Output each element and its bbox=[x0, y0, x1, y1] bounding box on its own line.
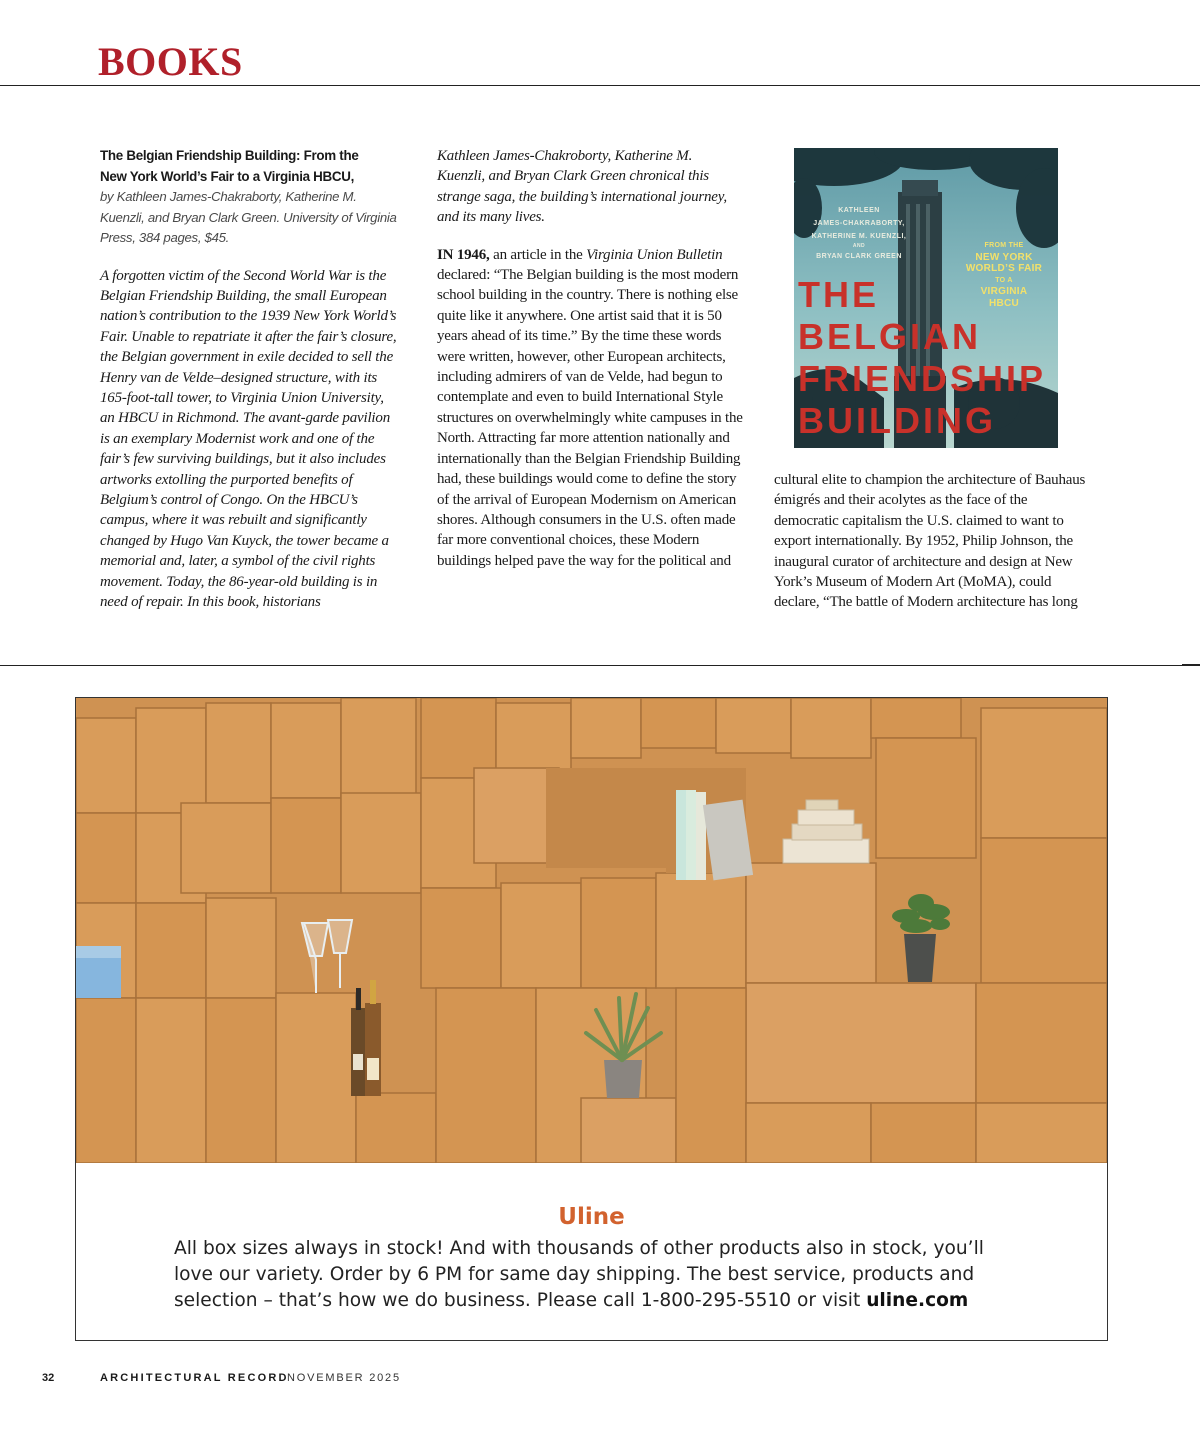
header-divider bbox=[0, 85, 1200, 86]
article-divider bbox=[0, 665, 1200, 666]
body-paragraph bbox=[437, 245, 743, 572]
divider-tick bbox=[1182, 664, 1200, 666]
body-text: declared: “The Belgian building is the most modern school building in the country. There is nothing else quite like it anywhere. One artist said that it is 50 years ahead of its time.” By the time these words were written, however, other European architects, including admirers of van de Velde, had begun to contemplate and even to build International Style structures on overwhelmingly white campuses in the North. Attracting far more attention nationally and internationally than the Belgian Friendship Building had, these buildings would come to define the story of the arrival of European Modernism on American shores. Although consumers in the U.S. often made far more conventional choices, these Modern buildings helped pave the way for the political and bbox=[437, 267, 743, 569]
article-column-2 bbox=[437, 146, 743, 571]
book-credit: by Kathleen James-Chakraborty, Katherine M. Kuenzli, and Bryan Clark Green. University of Virginia Press, 384 pages, $45. bbox=[100, 189, 397, 245]
advertisement[interactable] bbox=[75, 697, 1108, 1341]
lead-in: IN 1946, bbox=[437, 246, 490, 263]
body-paragraph-continued: cultural elite to champion the architecture of Bauhaus émigrés and their acolytes as the face of the democratic capitalism the U.S. claimed to want to export internationally. By 1952, Philip Johnson, the inaugural curator of architecture and design at New York’s Museum of Modern Art (MoMA), could declare, “The battle of Modern architecture has long bbox=[774, 472, 1086, 611]
ad-boxes-photo bbox=[76, 698, 1107, 1163]
article-column-3 bbox=[774, 470, 1088, 613]
article-column-1 bbox=[100, 146, 400, 612]
book-title-line-1: The Belgian Friendship Building: From the bbox=[100, 148, 359, 163]
ad-brand-name: Uline bbox=[558, 1204, 625, 1230]
page-number: 32 bbox=[42, 1372, 55, 1384]
book-cover-image bbox=[794, 148, 1058, 448]
book-title bbox=[100, 146, 400, 187]
intro-paragraph: A forgotten victim of the Second World War is the Belgian Friendship Building, the small European nation’s contribution to the 1939 New York World’s Fair. Unable to repatriate it after the fair’s closure, the Belgian government in exile decided to sell the Henry van de Velde–designed structure, with its 165-foot-tall tower, to Virginia Union University, an HBCU in Richmond. The avant-garde pavilion is an exemplary Modernist work and one of the fair’s few surviving buildings, but it also includes artworks extolling the purported benefits of Belgium’s control of Congo. On the HBCU’s campus, where it was rebuilt and significantly changed by Hugo Van Kuyck, the tower became a memorial and, later, a symbol of the civil rights movement. Today, the 86-year-old building is in need of repair. In this book, historians bbox=[100, 267, 397, 610]
cover-title: THE BELGIAN FRIENDSHIP BUILDING bbox=[798, 274, 1047, 441]
body-text-pre: an article in the bbox=[489, 246, 587, 263]
publication-name: Virginia Union Bulletin bbox=[586, 246, 723, 263]
ad-copy-text: All box sizes always in stock! And with thousands of other products also in stock, you’ll love our variety. Order by 6 PM for same day shipping. The best service, products and selection – that’s how we do business. Please call 1-800-295-5510 or visit bbox=[174, 1238, 984, 1311]
issue-date: NOVEMBER 2025 bbox=[287, 1372, 401, 1384]
magazine-name: ARCHITECTURAL RECORD bbox=[100, 1372, 289, 1384]
section-title: BOOKS bbox=[98, 39, 243, 84]
cover-authors: KATHLEEN JAMES-CHAKRABORTY, KATHERINE M. KUENZLI, AND BRYAN CLARK GREEN bbox=[811, 207, 907, 260]
intro-continued: Kathleen James-Chakroborty, Katherine M. Kuenzli, and Bryan Clark Green chronical this strange saga, the building’s international journey, and its many lives. bbox=[437, 148, 727, 226]
book-title-line-2: New York World’s Fair to a Virginia HBCU, bbox=[100, 168, 355, 184]
cover-subtitle: FROM THE NEW YORK WORLD’S FAIR TO A VIRGINIA HBCU bbox=[965, 242, 1043, 309]
ad-copy bbox=[174, 1236, 1014, 1314]
ad-url-link[interactable]: uline.com bbox=[866, 1290, 969, 1311]
